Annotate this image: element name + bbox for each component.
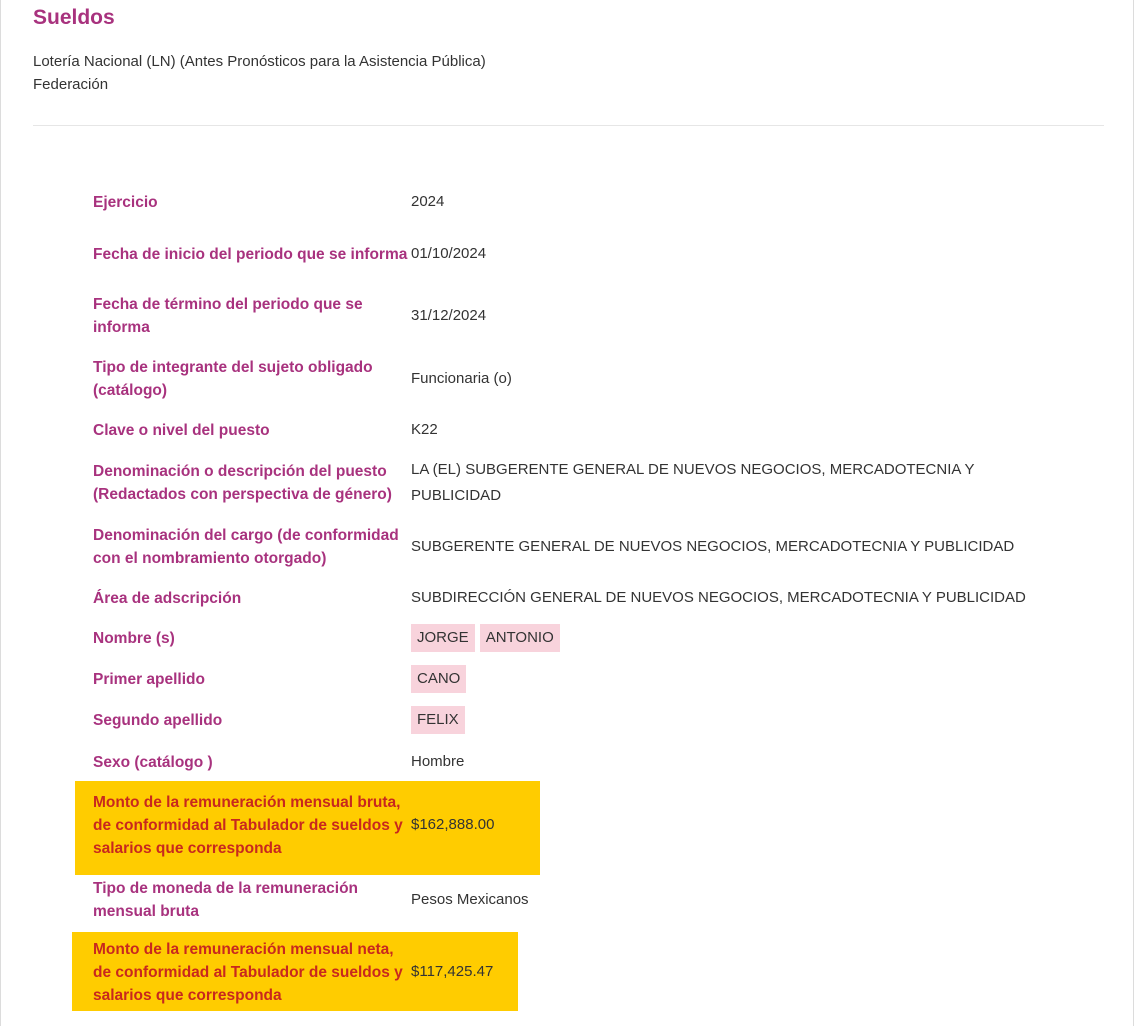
field-label: Ejercicio bbox=[93, 193, 158, 211]
field-value bbox=[411, 624, 1043, 652]
field-label: Nombre (s) bbox=[93, 629, 175, 647]
field-label: Denominación del cargo (de conformidad con el nombramiento otorgado) bbox=[93, 527, 399, 567]
field-label: Segundo apellido bbox=[93, 711, 223, 729]
field-row-clave-nivel bbox=[93, 417, 1043, 443]
field-row-nombre bbox=[93, 623, 1043, 653]
field-row-fecha-termino bbox=[93, 292, 1043, 340]
field-label: Fecha de inicio del periodo que se informa bbox=[93, 245, 408, 263]
subject-block bbox=[33, 50, 486, 96]
field-row-area-adscripcion bbox=[93, 585, 1043, 611]
surname-chip: FELIX bbox=[411, 706, 465, 734]
field-value: LA (EL) SUBGERENTE GENERAL DE NUEVOS NEGOCIOS, MERCADOTECNIA Y PUBLICIDAD bbox=[411, 461, 975, 504]
field-row-monto-bruta bbox=[93, 790, 1043, 860]
field-value: SUBDIRECCIÓN GENERAL DE NUEVOS NEGOCIOS, MERCADOTECNIA Y PUBLICIDAD bbox=[411, 589, 1026, 606]
field-row-denominacion-puesto bbox=[93, 458, 1043, 508]
field-row-denominacion-cargo bbox=[93, 523, 1043, 571]
field-label: Primer apellido bbox=[93, 670, 205, 688]
field-value bbox=[411, 665, 1043, 693]
field-row-tipo-integrante bbox=[93, 355, 1043, 403]
field-label: Monto de la remuneración mensual neta, de conformidad al Tabulador de sueldos y salarios que corresponda bbox=[93, 940, 403, 1004]
field-row-fecha-inicio bbox=[93, 230, 1043, 278]
field-value: 2024 bbox=[411, 193, 445, 210]
divider bbox=[33, 125, 1104, 126]
field-row-ejercicio bbox=[93, 189, 1043, 215]
field-value: SUBGERENTE GENERAL DE NUEVOS NEGOCIOS, MERCADOTECNIA Y PUBLICIDAD bbox=[411, 538, 1015, 555]
field-label: Fecha de término del periodo que se informa bbox=[93, 296, 363, 336]
subject-scope: Federación bbox=[33, 76, 109, 93]
field-value: $162,888.00 bbox=[411, 816, 495, 833]
field-value: 01/10/2024 bbox=[411, 245, 487, 262]
surname-chip: CANO bbox=[411, 665, 466, 693]
subject-name: Lotería Nacional (LN) (Antes Pronósticos para la Asistencia Pública) bbox=[33, 53, 486, 70]
field-row-monto-neta bbox=[93, 937, 1043, 1007]
field-value bbox=[411, 706, 1043, 734]
field-label: Denominación o descripción del puesto (Redactados con perspectiva de género) bbox=[93, 463, 392, 503]
field-label: Monto de la remuneración mensual bruta, de conformidad al Tabulador de sueldos y salarios que corresponda bbox=[93, 793, 403, 857]
name-chip: ANTONIO bbox=[480, 624, 560, 652]
field-value: 31/12/2024 bbox=[411, 307, 487, 324]
name-chip: JORGE bbox=[411, 624, 475, 652]
field-label: Sexo (catálogo ) bbox=[93, 753, 213, 771]
field-row-sexo bbox=[93, 749, 1043, 775]
field-value: K22 bbox=[411, 421, 438, 438]
field-row-segundo-apellido bbox=[93, 705, 1043, 735]
field-label: Área de adscripción bbox=[93, 589, 242, 607]
field-value: $117,425.47 bbox=[411, 963, 494, 980]
field-label: Clave o nivel del puesto bbox=[93, 421, 270, 439]
field-row-tipo-moneda-bruta bbox=[93, 876, 1043, 924]
field-value: Funcionaria (o) bbox=[411, 370, 512, 387]
page-title: Sueldos bbox=[33, 6, 115, 29]
field-value: Pesos Mexicanos bbox=[411, 891, 529, 908]
field-label: Tipo de integrante del sujeto obligado (catálogo) bbox=[93, 359, 373, 399]
field-label: Tipo de moneda de la remuneración mensual bruta bbox=[93, 880, 358, 920]
field-row-primer-apellido bbox=[93, 664, 1043, 694]
field-value: Hombre bbox=[411, 753, 465, 770]
